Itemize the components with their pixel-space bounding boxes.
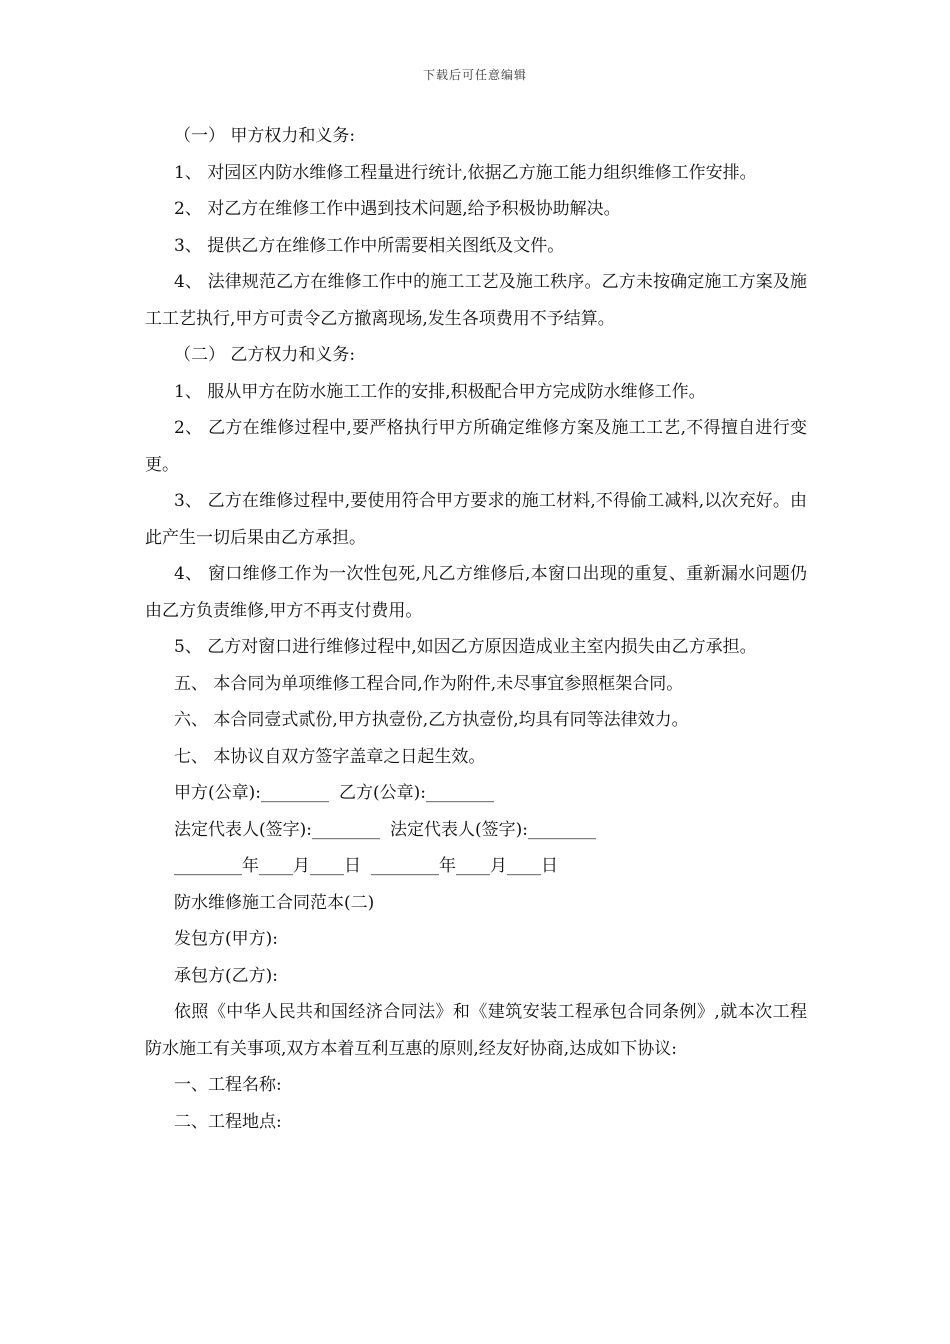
clause-a3: 3、 提供乙方在维修工作中所需要相关图纸及文件。 [174, 235, 565, 256]
clause-b3: 3、 乙方在维修过程中,要使用符合甲方要求的施工材料,不得偷工减料,以次充好。由此产生一切后果由乙方承担。 [145, 491, 807, 548]
date-a-line: ________年____月____日 [174, 856, 361, 876]
section-heading-party-a: （一） 甲方权力和义务: [174, 126, 356, 146]
clause-a4: 4、 法律规范乙方在维修工作中的施工工艺及施工秩序。乙方未按确定施工方案及施工工艺执行,甲方可责令乙方撤离现场,发生各项费用不予结算。 [145, 272, 807, 329]
document-body [145, 118, 807, 1140]
page-header-note: 下载后可任意编辑 [422, 68, 527, 82]
party-b-seal-line: 乙方(公章):________ [339, 783, 494, 803]
party-a-seal-line: 甲方(公章):________ [174, 783, 329, 803]
section2-intro: 依照《中华人民共和国经济合同法》和《建筑安装工程承包合同条例》,就本次工程防水施工有关事项,双方本着互利互惠的原则,经友好协商,达成如下协议: [145, 1002, 807, 1059]
project-name-line: 一、工程名称: [174, 1075, 282, 1095]
clause-b4: 4、 窗口维修工作为一次性包死,凡乙方维修后,本窗口出现的重复、重新漏水问题仍由乙方负责维修,甲方不再支付费用。 [145, 564, 807, 621]
subcontractor-line: 承包方(乙方): [174, 965, 278, 986]
rep-b-line: 法定代表人(签字):________ [390, 819, 596, 840]
contractor-line: 发包方(甲方): [174, 929, 278, 949]
rep-a-line: 法定代表人(签字):________ [174, 819, 380, 840]
clause-b2: 2、 乙方在维修过程中,要严格执行甲方所确定维修方案及施工工艺,不得擅自进行变更。 [145, 418, 807, 475]
signature-seal-row [145, 775, 807, 812]
clause-b5: 5、 乙方对窗口进行维修过程中,如因乙方原因造成业主室内损失由乙方承担。 [174, 637, 757, 657]
section2-title: 防水维修施工合同范本(二) [174, 892, 375, 913]
clause-seven: 七、 本协议自双方签字盖章之日起生效。 [174, 746, 486, 767]
clause-six: 六、 本合同壹式贰份,甲方执壹份,乙方执壹份,均具有同等法律效力。 [174, 710, 689, 730]
clause-b1: 1、 服从甲方在防水施工工作的安排,积极配合甲方完成防水维修工作。 [174, 381, 706, 402]
date-b-line: ________年____月____日 [371, 856, 558, 876]
project-location-line: 二、工程地点: [174, 1111, 282, 1132]
signature-rep-row [145, 812, 807, 849]
section-heading-party-b: （二） 乙方权力和义务: [174, 345, 356, 365]
clause-a2: 2、 对乙方在维修工作中遇到技术问题,给予积极协助解决。 [174, 199, 621, 219]
signature-date-row [145, 848, 807, 885]
clause-five: 五、 本合同为单项维修工程合同,作为附件,未尽事宜参照框架合同。 [174, 673, 684, 694]
clause-a1: 1、 对园区内防水维修工程量进行统计,依据乙方施工能力组织维修工作安排。 [174, 162, 757, 183]
